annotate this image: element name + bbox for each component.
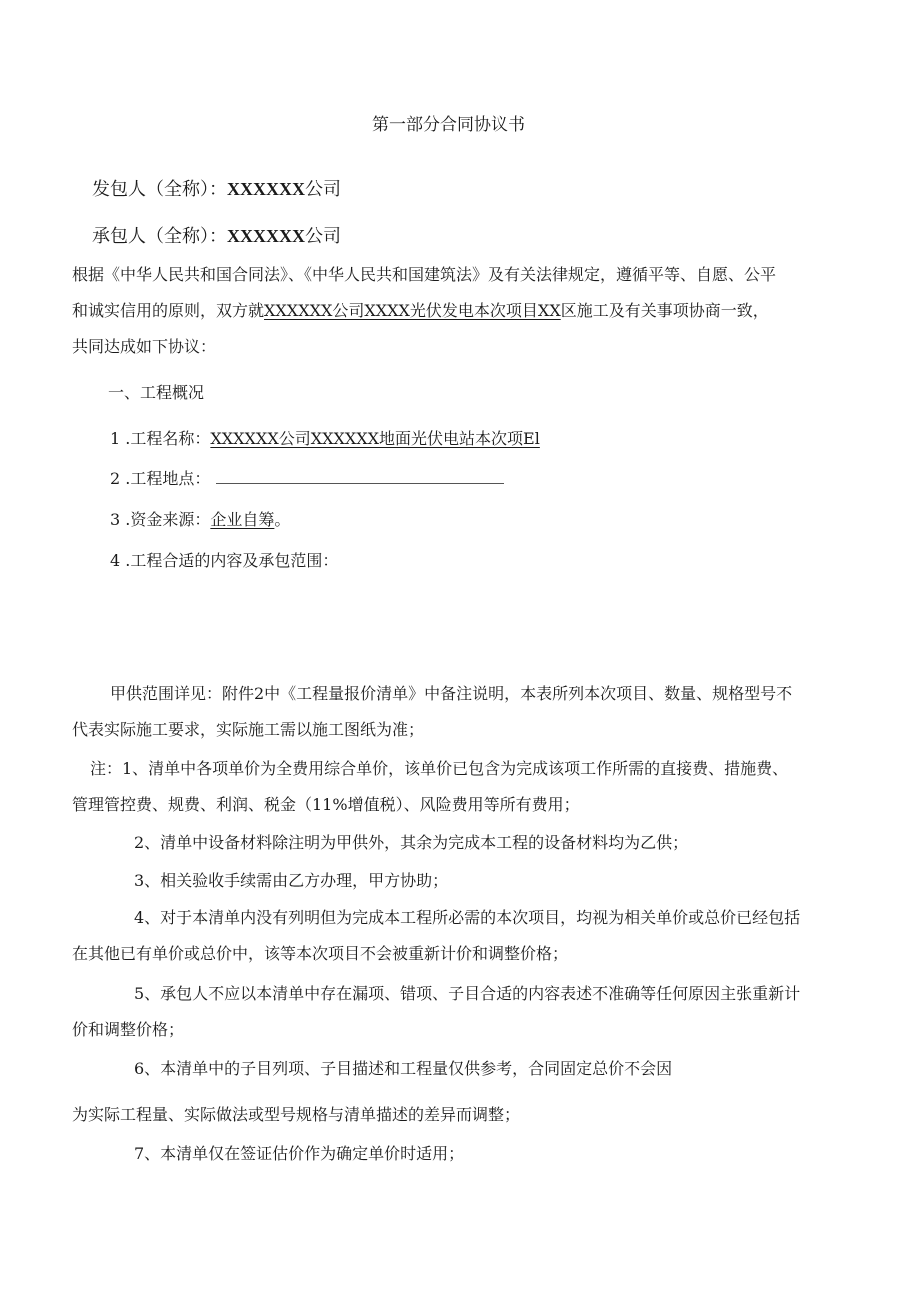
intro-prefix: 和诚实信用的原则，双方就 xyxy=(72,301,265,320)
page-title: 第一部分合同协议书 xyxy=(372,115,525,135)
note-7: 7、本清单仅在签证估价作为确定单价时适用； xyxy=(134,1144,465,1163)
note-5-line-2: 价和调整价格； xyxy=(72,1020,185,1039)
party-b-suffix: 公司 xyxy=(305,226,341,247)
item1-value: XXXXXX公司XXXXXX地面光伏电站本次项El xyxy=(210,429,540,448)
location-blank-line xyxy=(216,469,504,484)
note-4-line-1: 4、对于本清单内没有列明但为完成本工程所必需的本次项目，均视为相关单价或总价已经包括 xyxy=(134,908,801,927)
scope-line-1: 甲供范围详见：附件2中《工程量报价清单》中备注说明，本表所列本次项目、数量、规格型号不 xyxy=(110,684,793,703)
item-project-location xyxy=(110,468,504,490)
intro-suffix: 区施工及有关事项协商一致， xyxy=(560,301,769,320)
note-4-line-2: 在其他已有单价或总价中，该等本次项目不会被重新计价和调整价格； xyxy=(72,944,569,963)
note-1-line-1: 注：1、清单中各项单价为全费用综合单价，该单价已包含为完成该项工作所需的直接费、措施费、 xyxy=(90,759,789,778)
item-funding-source xyxy=(110,509,290,531)
intro-line-1: 根据《中华人民共和国合同法》、《中华人民共和国建筑法》及有关法律规定，遵循平等、自愿、公平 xyxy=(72,265,777,284)
note-6-line-1: 6、本清单中的子目列项、子目描述和工程量仅供参考，合同固定总价不会因 xyxy=(134,1059,673,1078)
scope-line-2: 代表实际施工要求，实际施工需以施工图纸为准； xyxy=(72,720,425,739)
note-2: 2、清单中设备材料除注明为甲供外，其余为完成本工程的设备材料均为乙供； xyxy=(134,833,689,852)
intro-project-name: XXXXXX公司XXXX光伏发电本次项目XX xyxy=(264,301,561,320)
party-b-name: XXXXXX xyxy=(227,226,305,246)
party-b-label: 承包人（全称）： xyxy=(92,226,227,247)
section-heading: 一、工程概况 xyxy=(108,383,205,402)
intro-line-3: 共同达成如下协议： xyxy=(72,337,217,356)
item2-label: 2 .工程地点： xyxy=(110,469,211,488)
item-contract-scope: 4 .工程合适的内容及承包范围： xyxy=(110,551,339,570)
note-3: 3、相关验收手续需由乙方办理，甲方协助； xyxy=(134,871,449,890)
item1-label: 1 .工程名称： xyxy=(110,429,211,448)
note-5-line-1: 5、承包人不应以本清单中存在漏项、错项、子目合适的内容表述不准确等任何原因主张重新计 xyxy=(134,984,801,1003)
party-a-suffix: 公司 xyxy=(305,179,341,200)
item3-end: 。 xyxy=(274,510,291,529)
party-a-line xyxy=(92,178,341,201)
item3-value: 企业自筹 xyxy=(210,510,275,529)
intro-line-2 xyxy=(72,300,769,322)
party-b-line xyxy=(92,225,341,248)
item3-label: 3 .资金来源： xyxy=(110,510,211,529)
note-6-line-2: 为实际工程量、实际做法或型号规格与清单描述的差异而调整； xyxy=(72,1105,521,1124)
party-a-label: 发包人（全称）： xyxy=(92,179,227,200)
note-1-line-2: 管理管控费、规费、利润、税金（11%增值税）、风险费用等所有费用； xyxy=(72,795,580,814)
item-project-name xyxy=(110,428,540,450)
party-a-name: XXXXXX xyxy=(227,179,305,199)
